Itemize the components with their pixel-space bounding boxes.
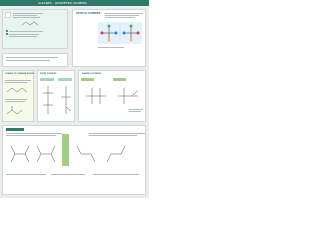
intro-text-line (13, 13, 43, 14)
intro-footer-line (6, 60, 50, 61)
bond-structure-right-icon (60, 85, 72, 115)
bond-structure-left-icon (42, 85, 54, 115)
chain-text-line (5, 99, 27, 100)
bottom-text-line (6, 133, 62, 134)
intro-text-line (9, 36, 37, 37)
naming-tag (113, 78, 126, 81)
skeletal-formula-icon (21, 21, 41, 27)
carbon-chain-panel (2, 70, 34, 122)
page-content (0, 6, 149, 198)
bottom-caption-line (93, 174, 139, 175)
enantiomer-diagram-icon (98, 22, 142, 44)
green-highlight-band (62, 134, 69, 166)
bottom-caption-line (6, 174, 46, 175)
bottom-text-line (89, 135, 137, 136)
branched-chain-icon (6, 106, 30, 116)
optical-text-line (105, 13, 143, 14)
naming-tag (81, 78, 94, 81)
naming-text-line (129, 109, 143, 110)
intro-text-line (13, 15, 37, 16)
naming-text-line (129, 111, 141, 112)
optical-isomers-panel (72, 9, 146, 67)
bond-isomers-title: BOND ISOMERS (40, 73, 57, 75)
bottom-text-line (89, 133, 145, 134)
naming-isomers-panel (78, 70, 146, 122)
intro-footer-line (6, 57, 58, 58)
bond-isomer-tag (58, 78, 72, 81)
bottom-panel-header-bar (6, 128, 24, 131)
chain-text-line (5, 82, 27, 83)
carbon-chain-icon (6, 86, 30, 94)
optical-caption-line (98, 47, 124, 48)
bond-isomers-panel (37, 70, 75, 122)
intro-text-line (9, 34, 39, 35)
geometric-isomer-2-icon (35, 140, 57, 168)
geometric-isomer-1-icon (9, 140, 31, 168)
chain-text-line (5, 80, 31, 81)
bottom-caption-line (51, 174, 85, 175)
bottom-text-line (6, 135, 56, 136)
intro-panel (2, 9, 68, 49)
carbon-chain-title: CHAINS OF CARBON ATOMS (5, 73, 35, 75)
page-header-title: ALKANES · GEOMETRIC ISOMERS (38, 0, 88, 5)
geometric-isomer-3-icon (75, 140, 97, 168)
naming-structure-left-icon (83, 85, 109, 107)
intro-text-line (9, 31, 43, 32)
bullet-icon (6, 33, 8, 35)
naming-isomers-title: NAMING ISOMERS (82, 73, 102, 75)
optical-text-line (105, 17, 135, 18)
intro-text-line (13, 17, 40, 18)
naming-structure-right-icon (115, 85, 141, 107)
bottom-panel (2, 125, 146, 195)
geometric-isomer-4-icon (105, 140, 127, 168)
molecule-thumbnail-icon (5, 12, 11, 18)
intro-footer-panel (2, 53, 68, 67)
bullet-icon (6, 30, 8, 32)
bond-isomer-tag (40, 78, 54, 81)
optical-isomers-title: OPTICAL ISOMERS (76, 12, 101, 15)
optical-text-line (105, 15, 139, 16)
chain-text-line (5, 101, 25, 102)
